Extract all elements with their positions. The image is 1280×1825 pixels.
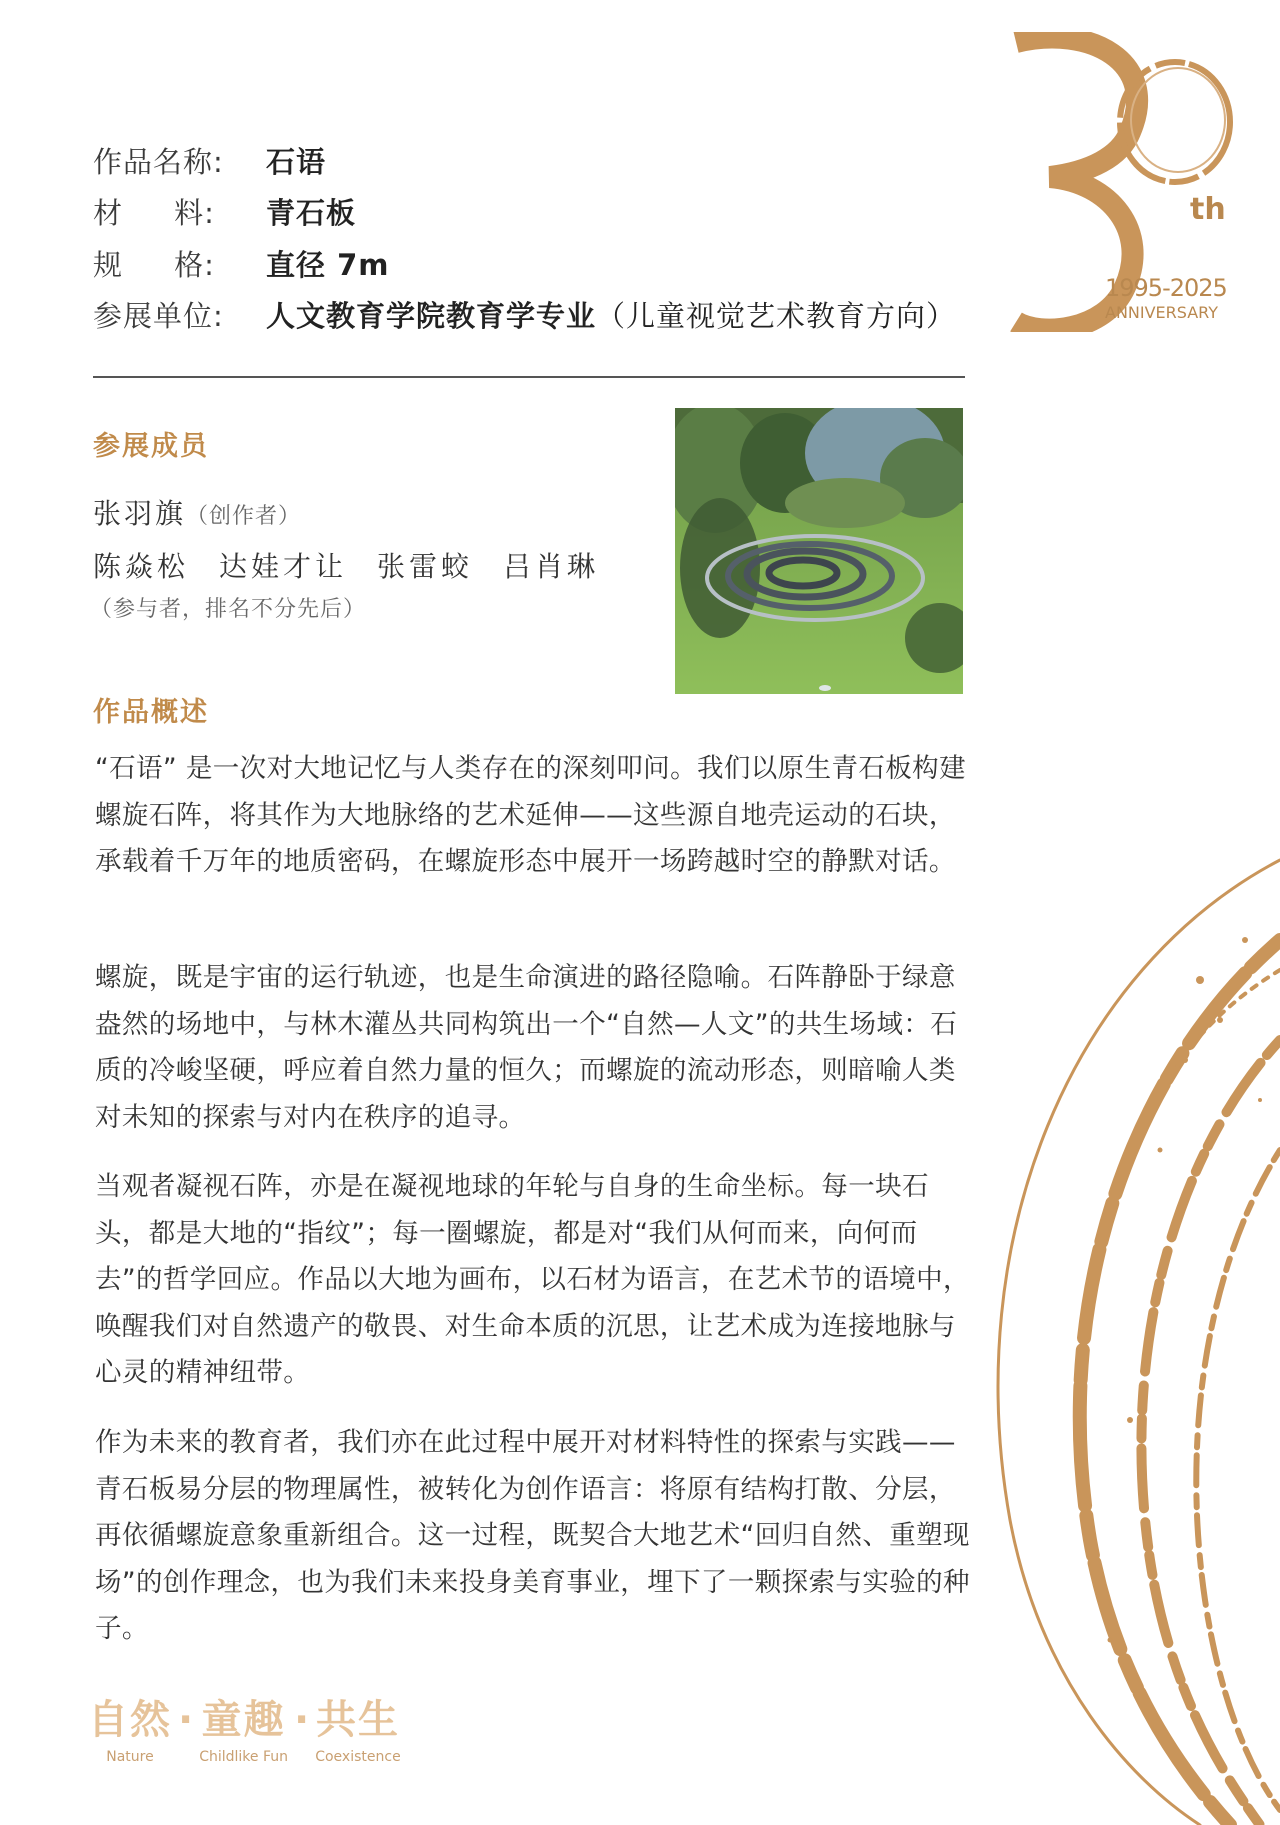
- spec-label: 规 格:: [93, 247, 215, 282]
- participant-name: 张雷蛟: [377, 550, 474, 583]
- artwork-photo: [675, 408, 963, 694]
- info-row-unit: [93, 289, 956, 339]
- paragraph-text: 作为未来的教育者，我们亦在此过程中展开对材料特性的探索与实践—— 青石板易分层的物理属性，被转化为创作语言：将原有结构打散、分层，再依循螺旋意象重新组合。这一过程，既契合大地艺术“回归自然、重塑现场”的创作理念，也为我们未来投身美育事业，埋下了一颗探索与实验的种子。: [95, 1427, 970, 1644]
- slogan-cn: 童趣: [201, 1697, 286, 1743]
- gold-brush-decoration: [900, 820, 1280, 1825]
- logo-years-text: 1995-2025: [1105, 274, 1227, 302]
- creator-name: 张羽旗: [93, 497, 187, 530]
- paragraph-text: “石语” 是一次对大地记忆与人类存在的深刻叩问。我们以原生青石板构建螺旋石阵，将其作为大地脉络的艺术延伸——这些源自地壳运动的石块，承载着千万年的地质密码，在螺旋形态中展开一场跨越时空的静默对话。: [95, 753, 966, 877]
- slogan-item-nature: [88, 1697, 172, 1765]
- participant-note: （参与者，排名不分先后）: [90, 597, 367, 622]
- unit-value: [266, 294, 956, 335]
- info-row-name: [93, 135, 326, 185]
- slogan-cn: 共生: [315, 1697, 400, 1743]
- participant-list: [93, 545, 599, 585]
- logo-th-text: th: [1190, 192, 1226, 227]
- header-divider: [93, 376, 965, 378]
- name-value: 石语: [266, 144, 327, 179]
- unit-extra: （儿童视觉艺术教育方向）: [596, 298, 957, 333]
- spec-value: 直径 7m: [266, 247, 390, 282]
- overview-paragraph: [95, 955, 975, 1141]
- participant-name: 吕肖琳: [503, 550, 600, 583]
- paragraph-text: 当观者凝视石阵，亦是在凝视地球的年轮与自身的生命坐标。每一块石头，都是大地的“指纹”；每一圈螺旋，都是对“我们从何而来，向何而去”的哲学回应。作品以大地为画布，以石材为语言，在艺术节的语境中，唤醒我们对自然遗产的敬畏、对生命本质的沉思，让艺术成为连接地脉与心灵的精神纽带。: [95, 1171, 970, 1388]
- slogan-en: Nature: [106, 1749, 154, 1765]
- material-value: 青石板: [266, 195, 357, 230]
- unit-main: 人文教育学院教育学专业: [266, 298, 597, 333]
- slogan-en: Childlike Fun: [199, 1749, 289, 1765]
- logo-anniversary-text: ANNIVERSARY: [1105, 303, 1219, 322]
- slogan-separator: ·: [294, 1697, 310, 1743]
- creator-line: [93, 492, 301, 532]
- footer-slogan: [88, 1697, 401, 1765]
- overview-title: 作品概述: [93, 697, 209, 728]
- overview-paragraph: [95, 1420, 975, 1653]
- slogan-cn: 自然: [88, 1697, 172, 1743]
- creator-role: （创作者）: [186, 504, 302, 529]
- name-label: 作品名称:: [93, 144, 224, 179]
- participant-name: 达娃才让: [219, 550, 348, 583]
- slogan-en: Coexistence: [315, 1749, 401, 1765]
- slogan-separator: ·: [178, 1697, 194, 1743]
- members-title: 参展成员: [93, 431, 209, 462]
- participant-name: 陈焱松: [93, 550, 190, 583]
- info-row-material: [93, 186, 356, 236]
- unit-label: 参展单位:: [93, 298, 224, 333]
- paragraph-text: 螺旋，既是宇宙的运行轨迹，也是生命演进的路径隐喻。石阵静卧于绿意盎然的场地中，与林木灌丛共同构筑出一个“自然—人文”的共生场域：石质的冷峻坚硬，呼应着自然力量的恒久；而螺旋的流动形态，则暗喻人类对未知的探索与对内在秩序的追寻。: [95, 962, 958, 1133]
- overview-paragraph: [95, 746, 975, 886]
- overview-paragraph: [95, 1164, 975, 1397]
- info-row-spec: [93, 238, 390, 288]
- material-label: 材 料:: [93, 195, 215, 230]
- slogan-item-childlike-fun: [199, 1697, 288, 1765]
- slogan-item-coexistence: [315, 1697, 400, 1765]
